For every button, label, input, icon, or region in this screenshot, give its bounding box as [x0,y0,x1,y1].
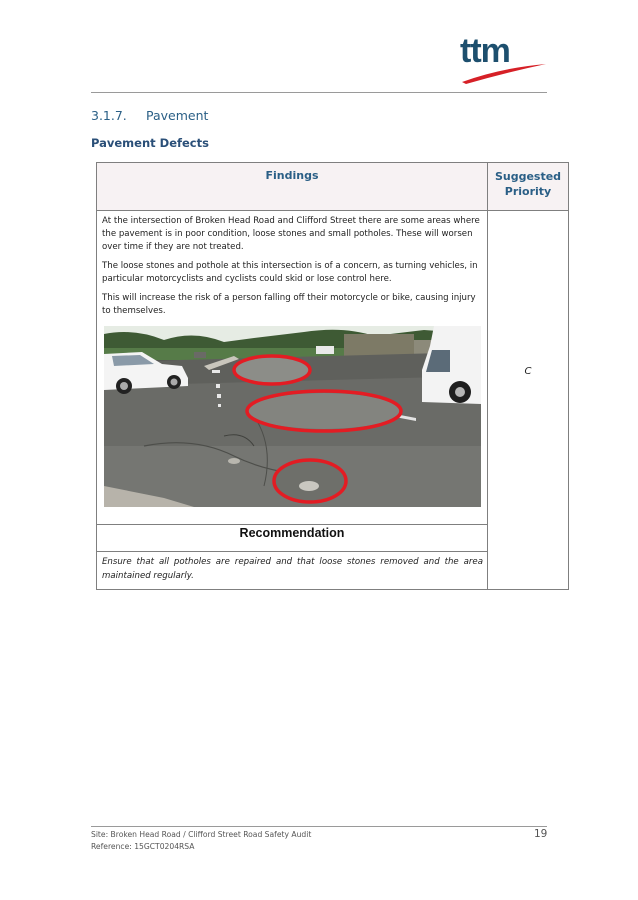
intersection-photo [104,326,481,507]
table-header-row [97,163,569,211]
header-divider [91,92,547,93]
priority-cell: C [488,211,569,590]
findings-cell [97,211,488,525]
section-title: Pavement [146,108,209,123]
logo-swoosh-icon [460,62,550,84]
ttm-logo [460,32,550,92]
footer-site: Site: Broken Head Road / Clifford Street Road Safety Audit [91,830,312,839]
findings-paragraph: At the intersection of Broken Head Road and Clifford Street there are some areas where the pavement is in poor condition, loose stones and small potholes. These will worsen over time if they are not treated. [102,216,480,252]
findings-row [97,211,569,525]
findings-paragraph: This will increase the risk of a person falling off their motorcycle or bike, causing injury to themselves. [102,293,476,316]
recommendation-text: Ensure that all potholes are repaired and that loose stones removed and the area maintained regularly. [97,552,488,590]
priority-header-line2: Priority [504,185,552,198]
section-number: 3.1.7. [91,108,127,123]
footer-reference: Reference: 15GCT0204RSA [91,842,195,851]
recommendation-heading: Recommendation [97,525,488,552]
page-number: 19 [534,828,548,840]
footer-divider [91,826,547,827]
priority-header [488,163,569,211]
priority-header-line1: Suggested [494,170,562,183]
findings-paragraph: The loose stones and pothole at this intersection is of a concern, as turning vehicles, in particular motorcyclists and cyclists could skid or lose control here. [102,261,478,284]
subheading: Pavement Defects [91,136,209,150]
logo-text: ttm [460,32,510,70]
findings-header: Findings [97,163,488,211]
audit-table [96,162,569,590]
